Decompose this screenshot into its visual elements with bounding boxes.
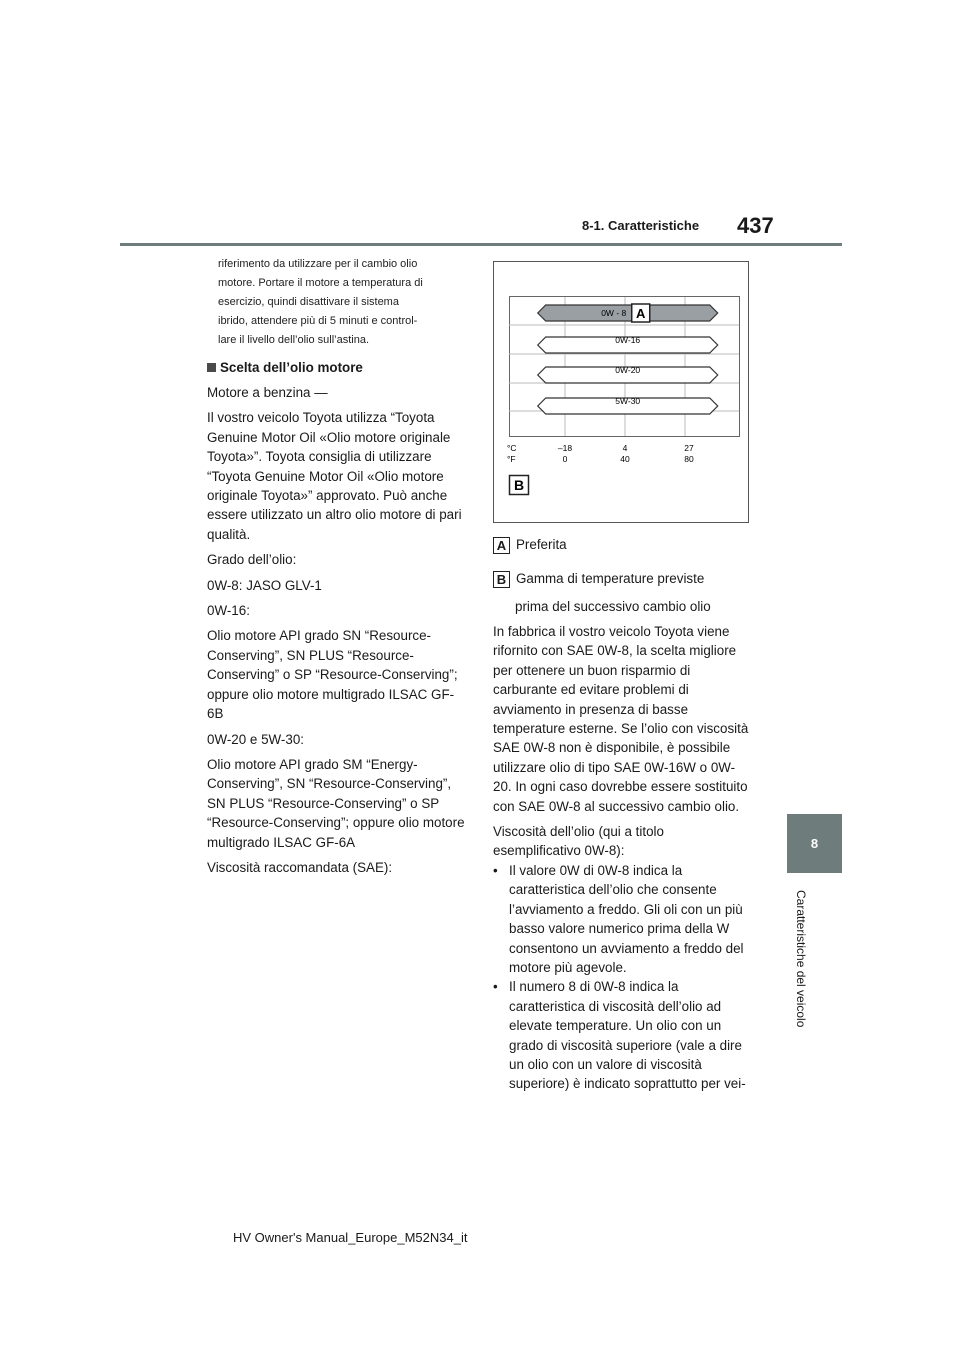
intro-line: esercizio, quindi disattivare il sistema: [218, 296, 399, 308]
legend-text: Gamma di temperature previste: [516, 571, 705, 586]
bullet-item: • Il valore 0W di 0W-8 indica la caratteristica dell’olio che consente l’avviamento a freddo. Gli oli con un più basso valore numerico prima della W consentono un avviamento a freddo del motore più agevole.: [493, 861, 751, 977]
intro-line: lare il livello dell’olio sull’astina.: [218, 334, 370, 346]
viscosity-bar-label: 0W-20: [615, 365, 641, 375]
paragraph: 0W-8: JASO GLV-1: [207, 577, 322, 593]
legend-continuation: prima del successivo cambio olio: [515, 599, 711, 614]
intro-line: riferimento da utilizzare per il cambio olio: [218, 258, 418, 270]
heading-text: Scelta dell’olio motore: [220, 360, 363, 375]
paragraph: Il vostro veicolo Toyota utilizza “Toyota Genuine Motor Oil «Olio motore originale Toyota»”. Toyota consiglia di utilizzare “Toyota Genuine Motor Oil «Olio motore originale Toyota»” approvato. Può anche essere utilizzato un altro olio motore di pari qualità.: [207, 410, 462, 542]
range-marker-label: B: [513, 477, 525, 493]
paragraph: Olio motore API grado SM “Energy-Conserving”, SN “Resource-Conserving”, SN PLUS “Resource-Conserving” o SP “Resource-Conserving”; oppure olio motore multigrado ILSAC GF-6A: [207, 756, 465, 850]
celsius-tick: –18: [557, 443, 573, 453]
viscosity-diagram: [493, 261, 749, 523]
paragraph: Viscosità raccomandata (SAE):: [207, 859, 393, 875]
paragraph: In fabbrica il vostro veicolo Toyota viene rifornito con SAE 0W-8, la scelta migliore per ottenere un buon risparmio di carburante ed evitare problemi di avviamento in presenza di basse temperature esterne. Se l’olio con viscosità SAE 0W-8 non è disponibile, è possibile utilizzare olio di tipo SAE 0W-16W o 0W-20. In ogni caso dovrebbe essere sostituito con SAE 0W-8 al successivo cambio olio.: [493, 624, 749, 814]
paragraph: Olio motore API grado SN “Resource-Conserving”, SN PLUS “Resource-Conserving” o SP “Resource-Conserving”; oppure olio motore multigrado ILSAC GF-6B: [207, 628, 458, 722]
fahrenheit-tick: 40: [620, 454, 630, 464]
paragraph: Motore a benzina —: [207, 385, 328, 400]
legend-item: [493, 535, 751, 555]
legend-key: B: [493, 571, 510, 588]
legend-key: A: [493, 537, 510, 554]
footer-manual-id: HV Owner's Manual_Europe_M52N34_it: [233, 1230, 468, 1245]
section-heading: [207, 358, 467, 377]
section-title: 8-1. Caratteristiche: [582, 218, 700, 233]
intro-line: motore. Portare il motore a temperatura di: [218, 277, 423, 289]
celsius-tick: 27: [684, 443, 694, 453]
paragraph: Grado dell’olio:: [207, 552, 297, 568]
viscosity-bar-label: 5W-30: [615, 396, 641, 406]
right-column: [493, 535, 751, 1094]
paragraph: Viscosità dell’olio (qui a titolo esemplificativo 0W-8):: [493, 824, 664, 859]
celsius-unit: °C: [507, 443, 517, 453]
viscosity-bar-label: 0W - 8: [601, 308, 627, 318]
range-marker: [510, 476, 529, 495]
celsius-tick: 4: [622, 443, 628, 453]
left-column: [207, 255, 467, 877]
header-divider: [120, 243, 842, 246]
preferred-marker-label: A: [636, 306, 646, 321]
viscosity-bar: [538, 305, 718, 321]
chapter-side-label: [778, 890, 838, 1050]
legend-item: [493, 569, 751, 589]
paragraph: 0W-20 e 5W-30:: [207, 731, 305, 747]
bullet-item: • Il numero 8 di 0W-8 indica la caratteristica di viscosità dell’olio ad elevate temperature. Un olio con un grado di viscosità superiore (vale a dire un olio con un valore di viscosità superiore) è indicato soprattutto per vei-: [493, 977, 751, 1093]
paragraph: 0W-16:: [207, 603, 250, 619]
chapter-title: Caratteristiche del veicolo: [794, 890, 808, 1028]
chapter-tab: 8: [787, 814, 842, 873]
intro-line: ibrido, attendere più di 5 minuti e control-: [218, 315, 418, 327]
page-number: 437: [737, 213, 774, 238]
fahrenheit-tick: 0: [562, 454, 568, 464]
fahrenheit-tick: 80: [684, 454, 694, 464]
fahrenheit-unit: °F: [507, 454, 516, 464]
legend-text: Preferita: [516, 537, 567, 552]
viscosity-bar-label: 0W-16: [615, 335, 641, 345]
square-bullet-icon: [207, 363, 216, 372]
